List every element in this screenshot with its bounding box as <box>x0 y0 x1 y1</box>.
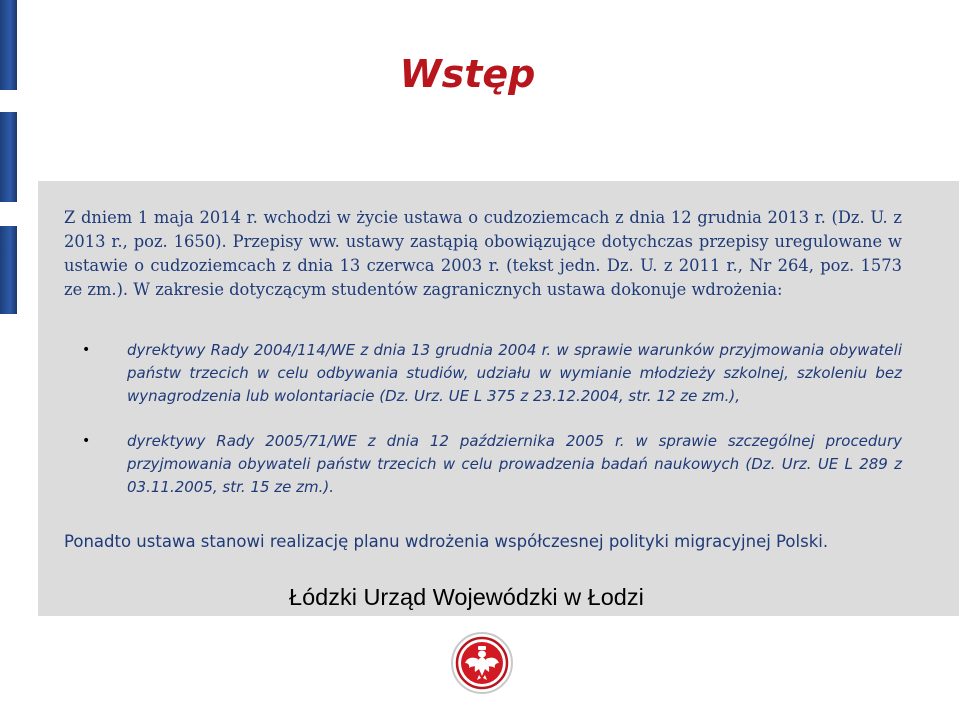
polish-eagle-emblem-icon <box>450 628 514 698</box>
bullet-icon: • <box>82 433 91 449</box>
directive-list <box>64 339 902 499</box>
slide-title: Wstęp <box>399 52 536 96</box>
footer-organization: Łódzki Urząd Wojewódzki w Łodzi <box>289 584 644 610</box>
list-item <box>64 430 902 499</box>
closing-paragraph: Ponadto ustawa stanowi realizację planu wdrożenia współczesnej polityki migracyjnej Polski. <box>64 532 829 551</box>
list-item-text: dyrektywy Rady 2004/114/WE z dnia 13 grudnia 2004 r. w sprawie warunków przyjmowania obywateli państw trzecich w celu odbywania studiów, udziału w wymianie młodzieży szkolnej, szkoleniu bez wynagrodzenia lub wolontariacie (Dz. Urz. UE L 375 z 23.12.2004, str. 12 ze zm.), <box>127 341 902 405</box>
list-item <box>64 339 902 408</box>
bullet-icon: • <box>82 342 91 358</box>
list-item-text: dyrektywy Rady 2005/71/WE z dnia 12 października 2005 r. w sprawie szczególnej procedury przyjmowania obywateli państw trzecich w celu prowadzenia badań naukowych (Dz. Urz. UE L 289 z 03.11.2005, str. 15 ze zm.). <box>127 432 902 496</box>
side-accent-bar <box>0 226 17 314</box>
intro-paragraph: Z dniem 1 maja 2014 r. wchodzi w życie ustawa o cudzoziemcach z dnia 12 grudnia 2013 r. (Dz. U. z 2013 r., poz. 1650). Przepisy ww. ustawy zastąpią obowiązujące dotychczas przepisy uregulowane w ustawie o cudzoziemcach z dnia 13 czerwca 2003 r. (tekst jedn. Dz. U. z 2011 r., Nr 264, poz. 1573 ze zm.). W zakresie dotyczącym studentów zagranicznych ustawa dokonuje wdrożenia: <box>64 208 902 299</box>
side-accent-bar <box>0 112 17 202</box>
